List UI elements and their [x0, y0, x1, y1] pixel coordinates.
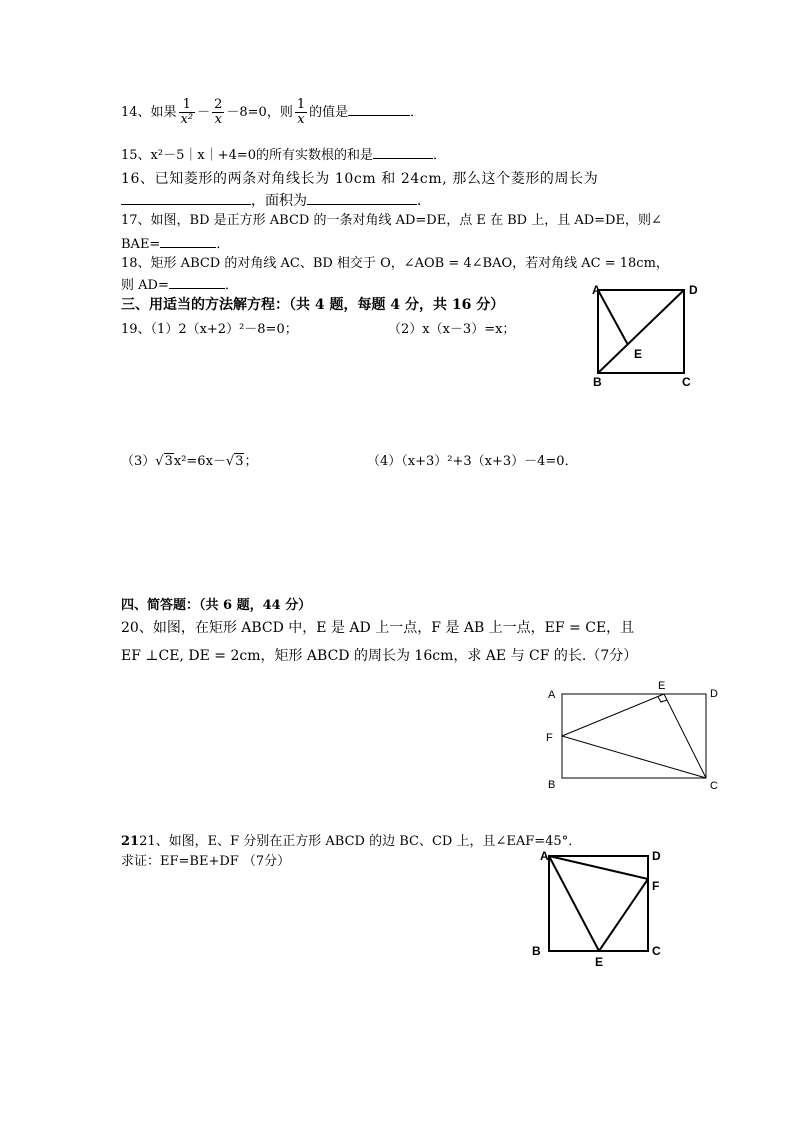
q19-part1: 19、（1）2（x+2）²－8=0；	[121, 322, 298, 337]
fig21-label-d: D	[652, 849, 661, 863]
fig21-square	[549, 856, 648, 951]
q19-part2: （2）x（x－3）=x；	[388, 322, 516, 337]
question-21-line1: 2121、如图，E、F 分别在正方形 ABCD 的边 BC、CD 上，且∠EAF=45°．	[121, 834, 582, 849]
q19-part4: （4）（x+3）²+3（x+3）－4=0．	[367, 454, 578, 469]
q14-f3-denominator: x	[297, 112, 305, 127]
question-18-line2	[121, 276, 238, 294]
q18-end: ．	[224, 278, 238, 293]
fig21-segment-af	[549, 856, 648, 879]
fig21-segment-ae	[549, 856, 599, 951]
q15-text: 15、x²－5｜x｜+4=0的所有实数根的和是	[121, 148, 374, 163]
q19-p3-end: ；	[244, 454, 258, 469]
fig21-segment-ef	[599, 879, 648, 951]
figure-q21-square	[526, 842, 676, 972]
q15-answer-blank	[373, 146, 433, 159]
q14-f2-numerator: 2	[214, 97, 223, 112]
fig17-label-c: C	[682, 375, 691, 389]
fig20-segment-fe	[562, 694, 664, 736]
q15-end: ．	[433, 148, 447, 163]
fig20-segment-ec	[664, 694, 706, 778]
q16-mid: ，面积为	[251, 193, 307, 209]
q14-fraction-3	[295, 98, 307, 127]
q18-prefix: 则 AD=	[121, 278, 169, 293]
q19-p3-root-1: 3	[164, 454, 173, 469]
q14-f1-numerator: 1	[179, 98, 196, 113]
question-14	[121, 98, 423, 127]
fig20-segment-fc	[562, 736, 706, 778]
q14-suffix: 的值是	[309, 105, 349, 120]
q14-fraction-1	[179, 98, 196, 127]
q19-p3-prefix: （3）	[121, 454, 156, 469]
section-3-title: 三、用适当的方法解方程：（共 4 题，每题 4 分，共 16 分）	[121, 297, 505, 313]
question-21-line2: 求证：EF=BE+DF （7分）	[121, 854, 291, 869]
q14-minus: －	[197, 105, 211, 120]
section-4-title: 四、简答题：（共 6 题，44 分）	[121, 598, 312, 613]
q14-f1-denominator: x²	[180, 112, 194, 127]
fig17-label-d: D	[689, 283, 698, 297]
fig21-label-f: F	[652, 879, 660, 893]
question-16-line1: 16、已知菱形的两条对角线长为 10cm 和 24cm, 那么这个菱形的周长为	[121, 171, 599, 187]
q14-fraction-2	[212, 98, 224, 127]
fig21-label-c: C	[652, 944, 661, 958]
q14-f3-numerator: 1	[296, 97, 306, 112]
fig20-label-b: B	[548, 779, 556, 791]
question-20-line2: EF ⊥CE, DE = 2cm，矩形 ABCD 的周长为 16cm，求 AE 与 CF 的长.（7分）	[121, 648, 638, 664]
q16-perimeter-blank	[121, 192, 251, 205]
fig20-label-c: C	[710, 780, 718, 792]
q19-part3: （3）√3x²=6x－√3；	[121, 454, 258, 469]
fig17-segment-ae	[598, 290, 628, 345]
q16-area-blank	[307, 192, 417, 205]
fig21-label-a: A	[540, 849, 549, 863]
figure-q20-rectangle	[540, 678, 730, 798]
q19-p3-mid: x²=6x－	[173, 454, 226, 469]
q14-f2-denominator: x	[214, 112, 222, 127]
q14-prefix: 14、如果	[121, 105, 177, 120]
q17-answer-blank	[160, 235, 216, 248]
question-18-line1: 18、矩形 ABCD 的对角线 AC、BD 相交于 O，∠AOB = 4∠BAO，若对角线 AC = 18cm，	[121, 256, 669, 271]
question-15	[121, 146, 446, 164]
fig20-label-d: D	[710, 688, 718, 700]
q19-p3-root-2: 3	[235, 454, 244, 469]
fig20-label-e: E	[658, 680, 666, 692]
figure-q17-square	[588, 280, 708, 392]
q17-end: ．	[216, 237, 230, 252]
fig20-label-f: F	[546, 732, 553, 744]
q21-text: 21、如图，E、F 分别在正方形 ABCD 的边 BC、CD 上，且∠EAF=45°．	[139, 834, 582, 849]
question-20-line1: 20、如图，在矩形 ABCD 中，E 是 AD 上一点，F 是 AB 上一点，EF = CE，且	[121, 620, 635, 636]
q16-end: ．	[417, 193, 431, 209]
q17-prefix: BAE=	[121, 237, 161, 252]
fig20-label-a: A	[548, 689, 556, 701]
q14-answer-blank	[348, 103, 410, 116]
fig17-label-a: A	[592, 283, 601, 297]
q18-answer-blank	[169, 276, 225, 289]
q14-mid: －8=0，则	[226, 105, 293, 120]
q14-end: ．	[410, 105, 424, 120]
question-17-line2	[121, 235, 229, 253]
fig17-label-b: B	[593, 375, 602, 389]
fig21-label-e: E	[595, 955, 604, 969]
question-16-line2	[121, 192, 431, 209]
fig21-label-b: B	[532, 944, 541, 958]
question-17-line1: 17、如图，BD 是正方形 ABCD 的一条对角线 AD=DE，点 E 在 BD 上，且 AD=DE，则∠	[121, 213, 662, 228]
fig17-label-e: E	[634, 347, 643, 361]
